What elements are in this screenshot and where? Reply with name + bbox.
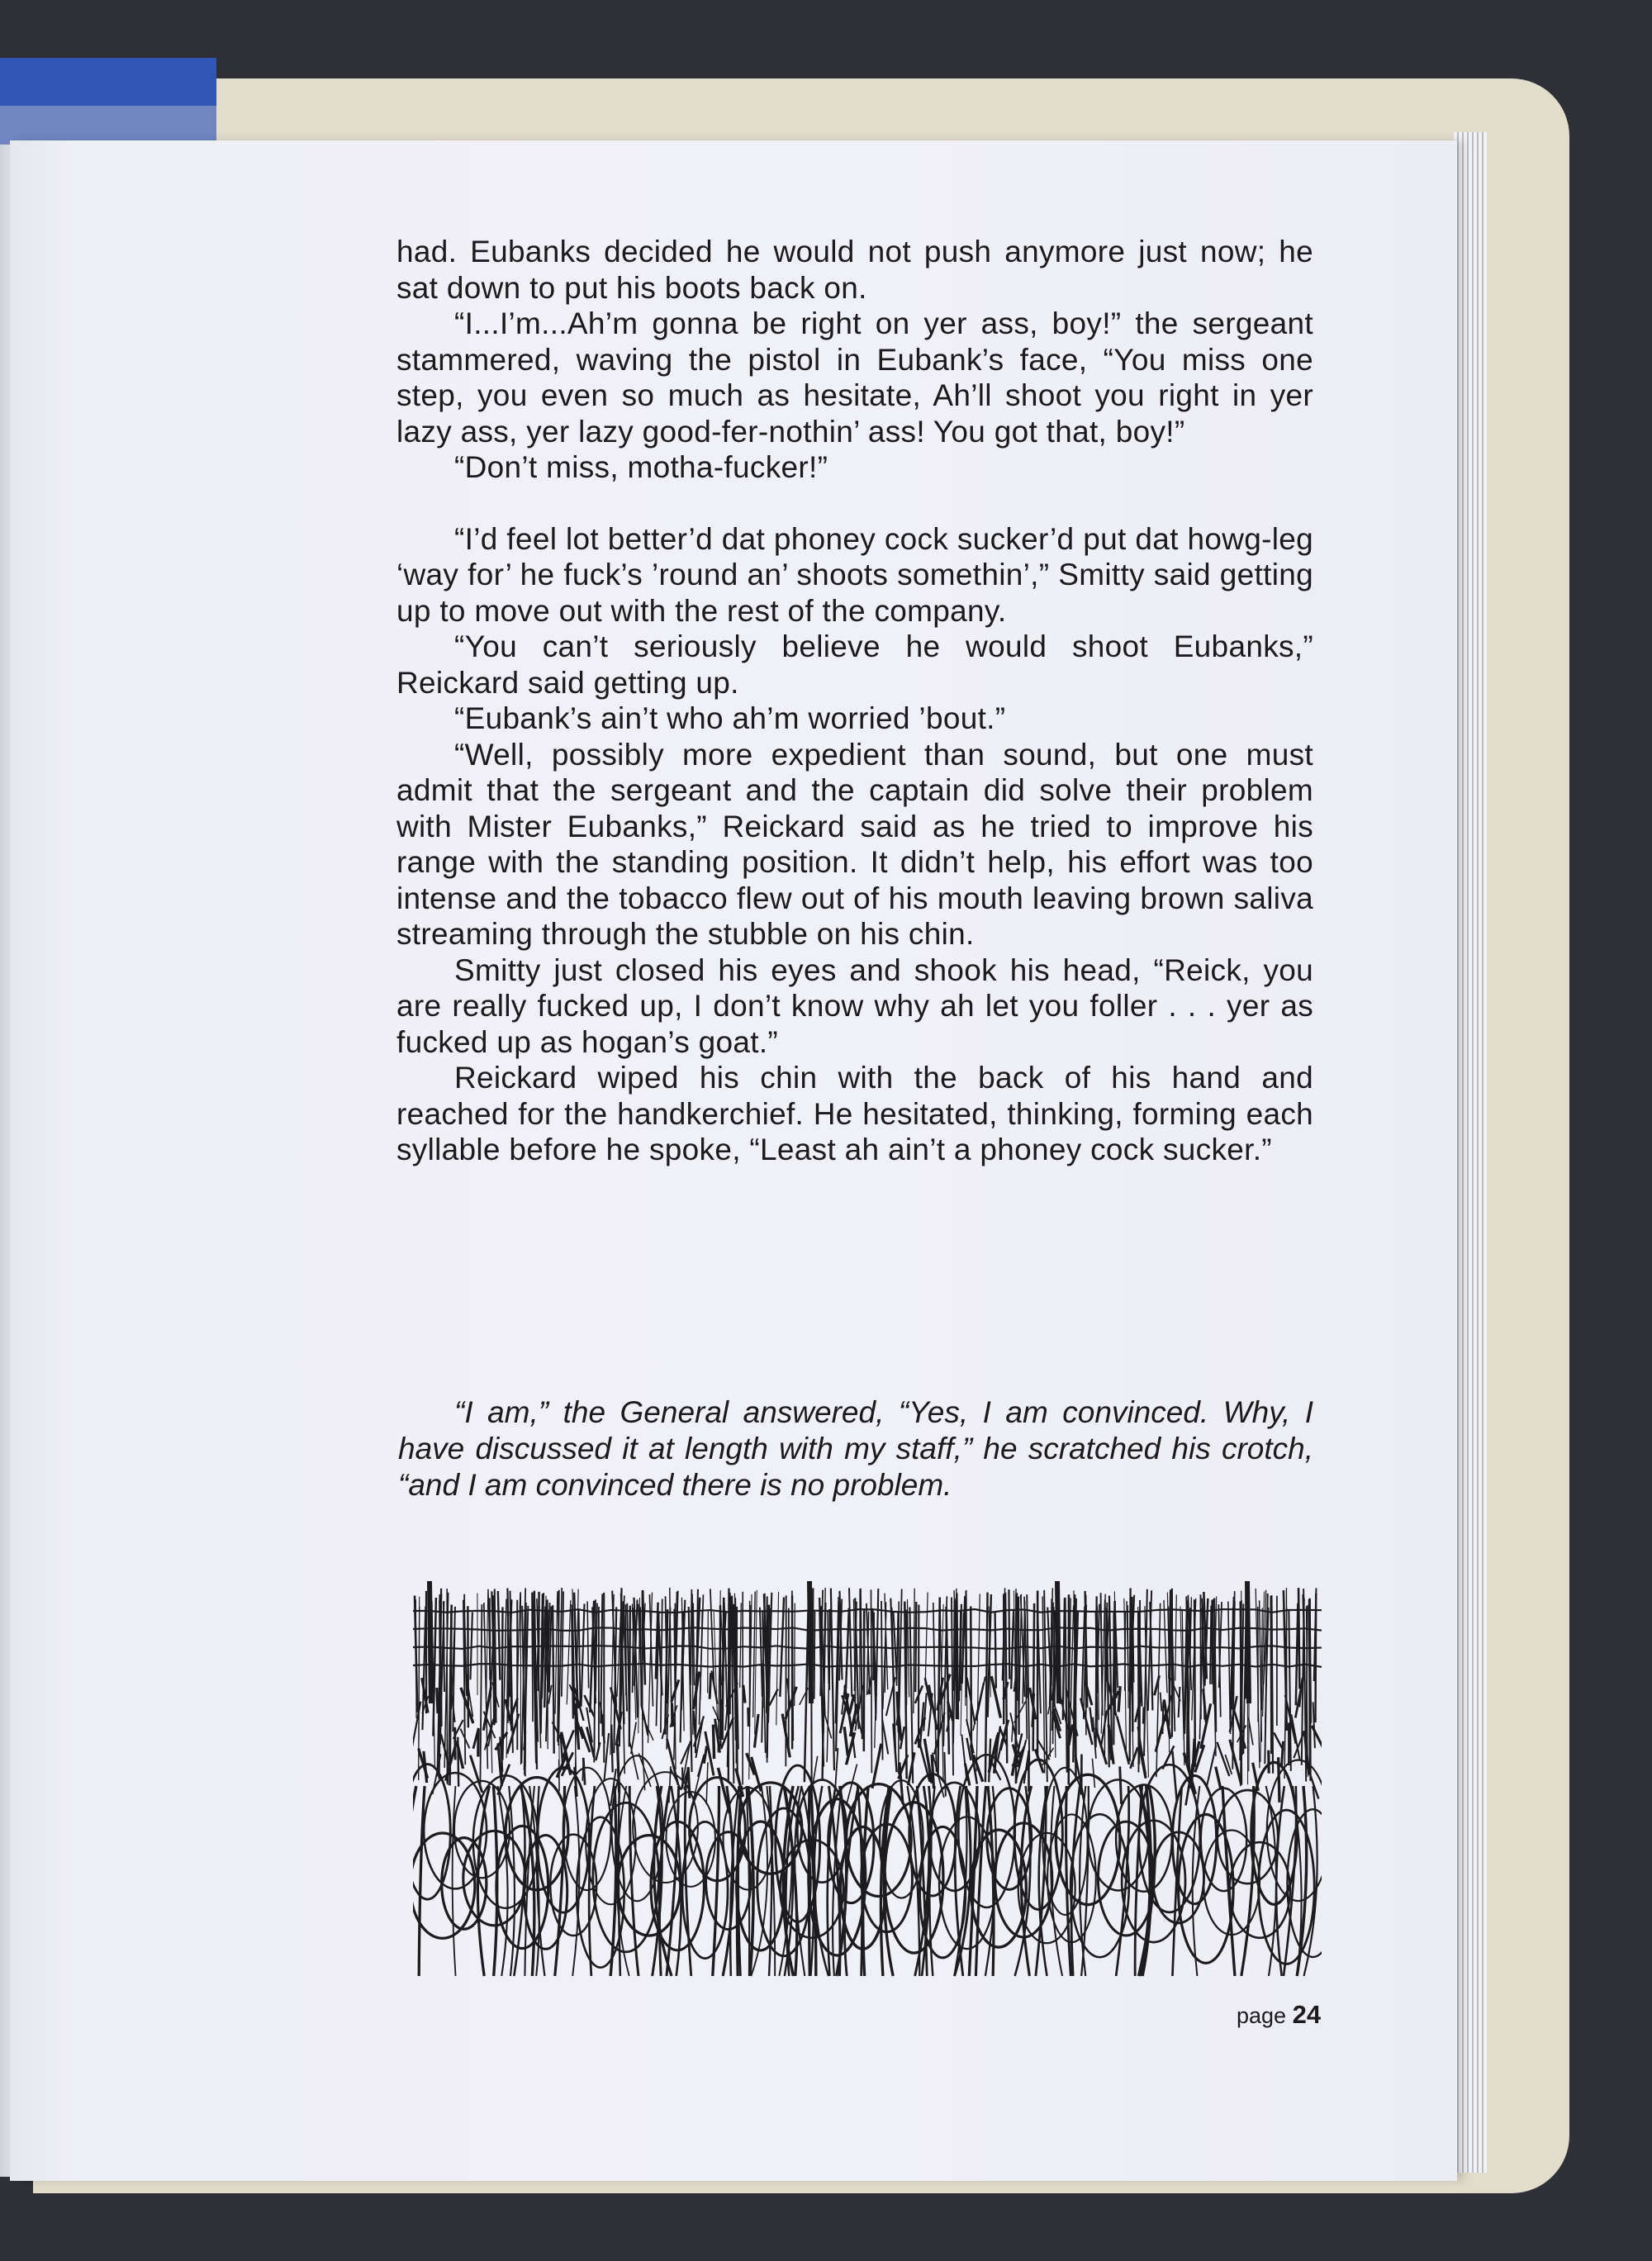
body-text <box>396 234 1313 1168</box>
paragraph: “Eubank’s ain’t who ah’m worried ’bout.” <box>454 701 1006 735</box>
page-number-value: 24 <box>1292 2000 1322 2029</box>
paragraph: “I...I’m...Ah’m gonna be right on yer ass, boy!” the sergeant stammered, waving the pistol in Eubank’s face, “You miss one step, you even so much as hesitate, Ah’ll shoot you right in yer lazy ass, yer lazy good-fer-nothin’ ass! You got that, boy!” <box>396 306 1313 449</box>
paragraph: “Don’t miss, motha-fucker!” <box>454 450 828 484</box>
paragraph: “You can’t seriously believe he would shoot Eubanks,” Reickard said getting up. <box>396 629 1313 700</box>
section-break <box>396 486 1313 521</box>
barbed-wire-illustration <box>413 1579 1322 1980</box>
paragraph: “Well, possibly more expedient than sound, but one must admit that the sergeant and the captain did solve their problem with Mister Eubanks,” Reickard said as he tried to improve his range with the standing position. It didn’t help, his effort was too intense and the tobacco flew out of his mouth leaving brown saliva streaming through the stubble on his chin. <box>396 737 1313 951</box>
paragraph: “I’d feel lot better’d dat phoney cock sucker’d put dat howg-leg ‘way for’ he fuck’s ’round an’ shoots somethin’,” Smitty said getting up to move out with the rest of the company. <box>396 521 1313 628</box>
italic-quote: “I am,” the General answered, “Yes, I am convinced. Why, I have discussed it at length with my staff,” he scratched his crotch, “and I am convinced there is no problem. <box>398 1395 1313 1502</box>
paragraph: Smitty just closed his eyes and shook his head, “Reick, you are really fucked up, I don’t know why ah let you foller . . . yer as fucked up as hogan’s goat.” <box>396 952 1313 1059</box>
page-number <box>1237 2000 1321 2030</box>
paragraph: had. Eubanks decided he would not push anymore just now; he sat down to put his boots back on. <box>396 235 1313 305</box>
paragraph: Reickard wiped his chin with the back of his hand and reached for the handkerchief. He hesitated, thinking, forming each syllable before he spoke, “Least ah ain’t a phoney cock sucker.” <box>396 1061 1313 1166</box>
page-label: page <box>1237 2003 1287 2028</box>
page-edges <box>1454 132 1487 2173</box>
